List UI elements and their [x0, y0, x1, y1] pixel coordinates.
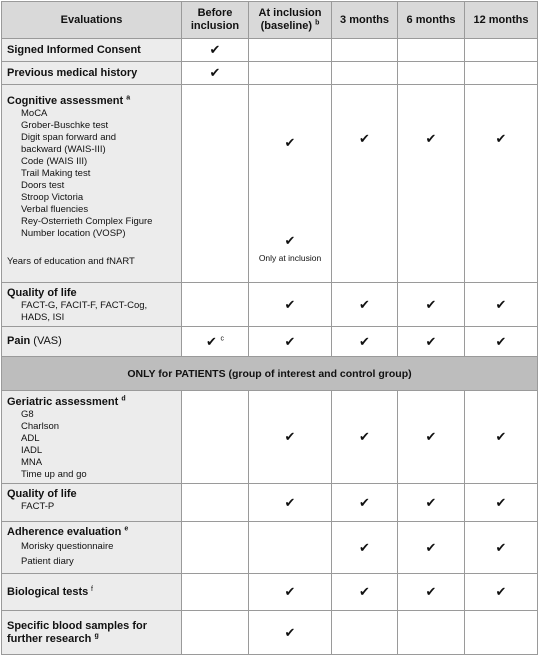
check-mark: ✔ [249, 327, 332, 357]
list-item: Trail Making test [21, 168, 91, 179]
list-item: IADL [21, 445, 43, 456]
section-heading: ONLY for PATIENTS (group of interest and control group) [2, 357, 538, 391]
header-3-months: 3 months [332, 2, 398, 39]
list-item: G8 [21, 409, 34, 420]
check-mark: ✔ [182, 62, 249, 85]
row-label-cognitive: Cognitive assessment $^a$ MoCA Grober-Buschke test Digit span forward and backward (WAIS-III) Code (WAIS III) Trail Making test Doors test Stroop Victoria Verbal fluencies Rey-Osterrieth Complex Figure Number location (VOSP) Years of education and fNART [2, 85, 182, 283]
evaluations-table [1, 1, 538, 655]
table-row [2, 522, 538, 574]
header-before-inclusion: Before inclusion [182, 2, 249, 39]
list-item: Years of education and fNART [7, 256, 135, 267]
check-mark: ✔ [398, 484, 465, 522]
check-mark: ✔ [398, 327, 465, 357]
check-mark: ✔ [332, 522, 398, 574]
list-item: MNA [21, 457, 43, 468]
list-item: Verbal fluencies [21, 204, 89, 215]
check-mark: ✔ [332, 85, 398, 283]
row-label-blood-samples: Specific blood samples for further research $^g$ [2, 611, 182, 655]
check-mark: ✔ [249, 611, 332, 655]
list-item: ADL [21, 433, 40, 444]
check-mark: ✔ [465, 283, 538, 327]
list-item: Stroop Victoria [21, 192, 84, 203]
check-mark: ✔ [398, 522, 465, 574]
check-mark: ✔ [332, 283, 398, 327]
table-row [2, 39, 538, 62]
check-mark: ✔ [284, 135, 296, 150]
row-label-adherence: Adherence evaluation $^e$ Morisky questionnaire Patient diary [2, 522, 182, 574]
table-row [2, 327, 538, 357]
list-item: HADS, ISI [21, 312, 65, 323]
row-label-pain: Pain (VAS) [2, 327, 182, 357]
table-row [2, 391, 538, 484]
table-row [2, 85, 538, 283]
list-item: Time up and go [21, 469, 87, 480]
check-mark: ✔ [249, 574, 332, 611]
list-item: MoCA [21, 108, 48, 119]
check-mark: ✔ [332, 327, 398, 357]
table-row [2, 283, 538, 327]
list-item: Code (WAIS III) [21, 156, 88, 167]
section-divider-row [2, 357, 538, 391]
check-mark: ✔ [249, 484, 332, 522]
check-mark: ✔ [465, 522, 538, 574]
table-row [2, 484, 538, 522]
table-header-row [2, 2, 538, 39]
header-at-inclusion: At inclusion (baseline) $^b$ [249, 2, 332, 39]
check-mark: ✔ [465, 85, 538, 283]
list-item: Morisky questionnaire [21, 541, 114, 552]
check-mark: ✔ [332, 484, 398, 522]
check-mark: ✔ [284, 233, 296, 248]
row-label-consent: Signed Informed Consent [2, 39, 182, 62]
check-mark: ✔ [465, 484, 538, 522]
footnote-marker: b [315, 19, 320, 27]
check-mark: ✔ [398, 283, 465, 327]
check-mark: ✔ [249, 283, 332, 327]
list-item: Digit span forward and [21, 132, 117, 143]
check-mark: ✔ [465, 574, 538, 611]
list-item: Charlson [21, 421, 60, 432]
table-row [2, 611, 538, 655]
row-label-biological-tests: Biological tests $^f$ [2, 574, 182, 611]
check-mark: ✔ [398, 391, 465, 484]
check-mark: ✔ [332, 391, 398, 484]
check-mark: ✔ [332, 574, 398, 611]
row-label-history: Previous medical history [2, 62, 182, 85]
list-item: FACT-G, FACIT-F, FACT-Cog, [21, 300, 148, 311]
table-row [2, 574, 538, 611]
check-mark: ✔ [182, 39, 249, 62]
check-mark: ✔ [249, 391, 332, 484]
list-item: FACT-P [21, 501, 55, 512]
check-mark: ✔ $^c$ [182, 327, 249, 357]
list-item: Grober-Buschke test [21, 120, 109, 131]
table-row [2, 62, 538, 85]
header-6-months: 6 months [398, 2, 465, 39]
header-12-months: 12 months [465, 2, 538, 39]
row-label-geriatric: Geriatric assessment $^d$ G8 Charlson ADL IADL MNA Time up and go [2, 391, 182, 484]
header-evaluations: Evaluations [2, 2, 182, 39]
only-at-inclusion-note: Only at inclusion [258, 253, 322, 263]
list-item: Patient diary [21, 556, 74, 567]
list-item: Doors test [21, 180, 65, 191]
check-mark: ✔ [398, 85, 465, 283]
list-item: Number location (VOSP) [21, 228, 126, 239]
list-item: Rey-Osterrieth Complex Figure [21, 216, 153, 227]
check-mark: ✔ [465, 391, 538, 484]
row-label-quality-of-life: Quality of life FACT-G, FACIT-F, FACT-Cog, HADS, ISI [2, 283, 182, 327]
row-label-quality-of-life-patients: Quality of life FACT-P [2, 484, 182, 522]
check-mark: ✔ [398, 574, 465, 611]
list-item: backward (WAIS-III) [21, 144, 106, 155]
check-mark: ✔ [465, 327, 538, 357]
